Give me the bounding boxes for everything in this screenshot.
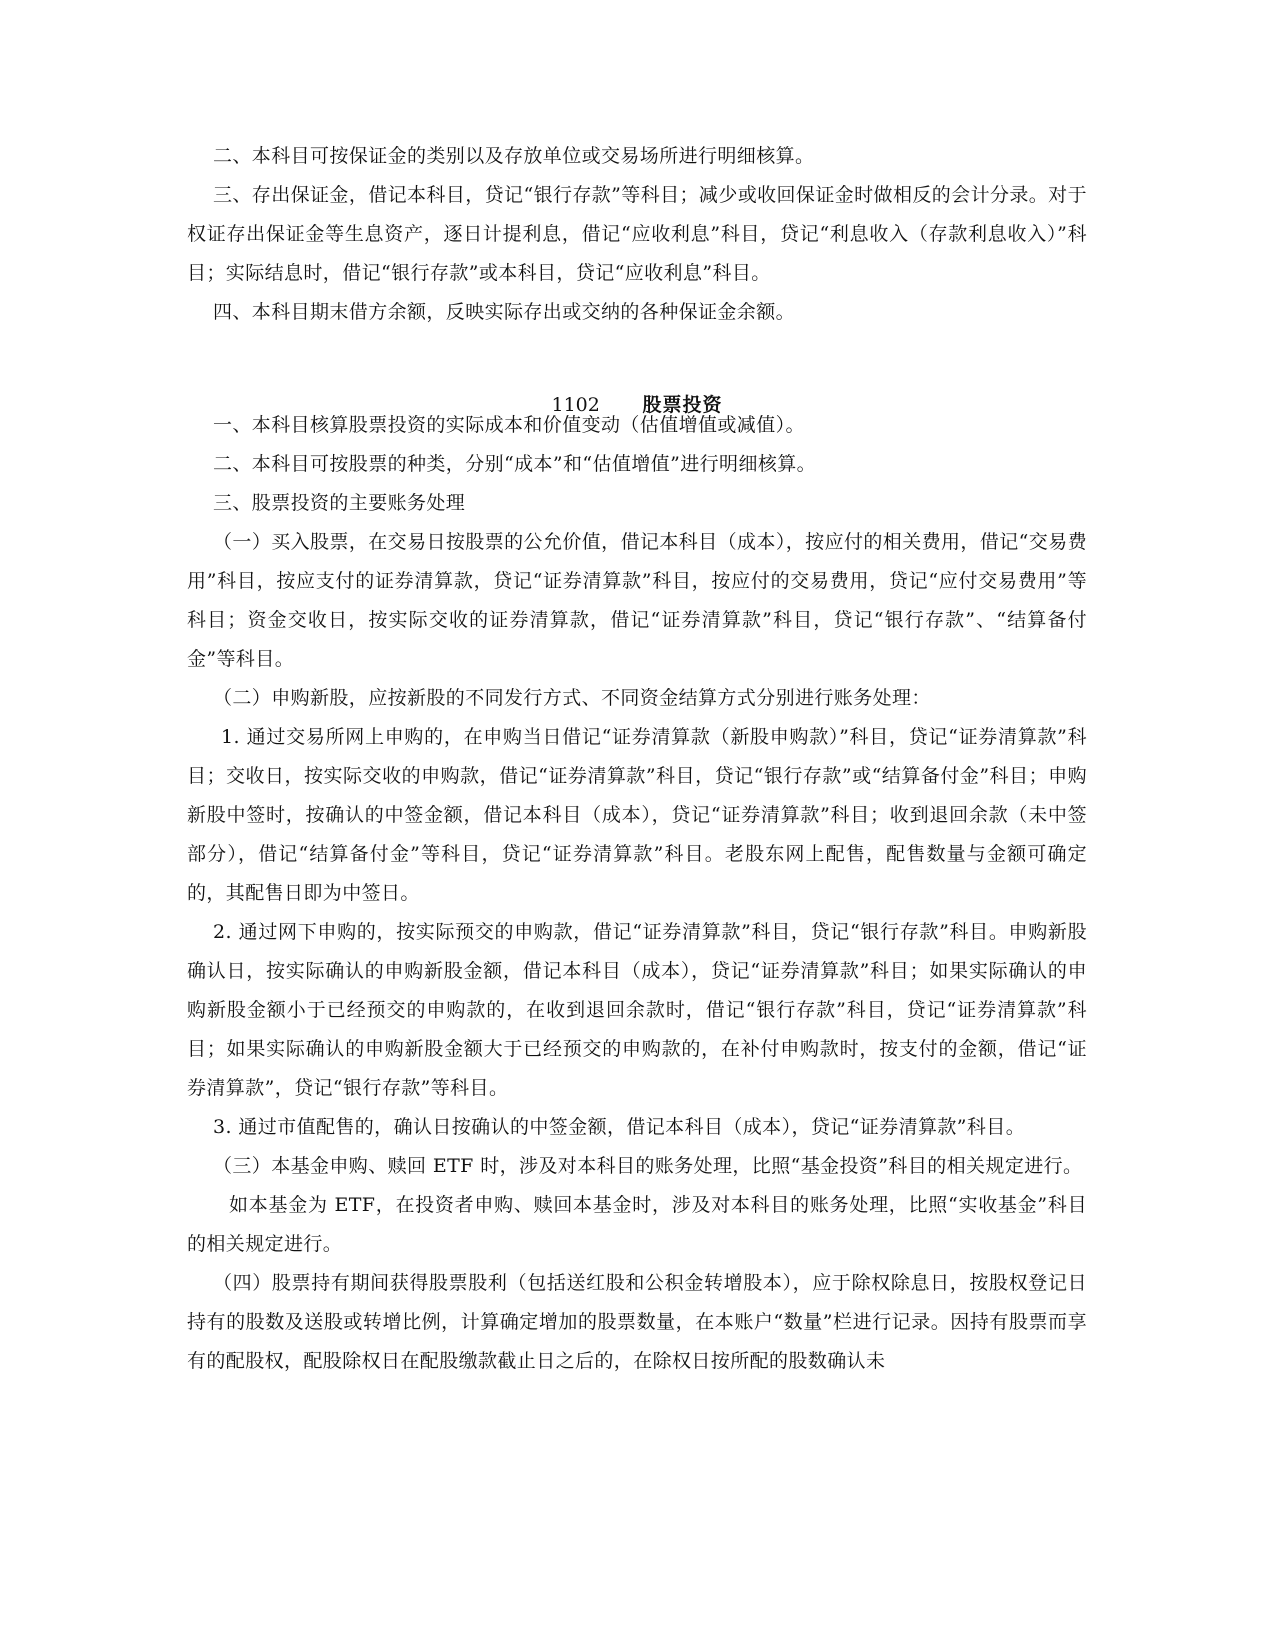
paragraph-detail-accounting: 二、本科目可按保证金的类别以及存放单位或交易场所进行明细核算。 [213, 145, 815, 167]
paragraph-etf-fund: 如本基金为 ETF，在投资者申购、赎回本基金时，涉及对本科目的账务处理，比照“实收基金”科目的相关规定进行。 [187, 1194, 1087, 1255]
paragraph-scope: 一、本科目核算股票投资的实际成本和价值变动（估值增值或减值）。 [213, 414, 805, 436]
paragraph-buying-stock: （一）买入股票，在交易日按股票的公允价值，借记本科目（成本），按应付的相关费用，借记“交易费用”科目，按应支付的证券清算款，贷记“证券清算款”科目，按应付的交易费用，贷记“应付交易费用”等科目；资金交收日，按实际交收的证券清算款，借记“证券清算款”科目，贷记“银行存款”、“结算备付金”等科目。 [187, 531, 1087, 670]
paragraph-offline-subscription: 2. 通过网下申购的，按实际预交的申购款，借记“证券清算款”科目，贷记“银行存款”科目。申购新股确认日，按实际确认的申购新股金额，借记本科目（成本），贷记“证券清算款”科目；如果实际确认的申购新股金额小于已经预交的申购款的，在收到退回余款时，借记“银行存款”科目，贷记“证券清算款”科目；如果实际确认的申购新股金额大于已经预交的申购款的，在补付申购款时，按支付的金额，借记“证券清算款”，贷记“银行存款”等科目。 [187, 921, 1087, 1099]
account-name: 股票投资 [642, 394, 723, 416]
paragraph-online-subscription: 1. 通过交易所网上申购的，在申购当日借记“证券清算款（新股申购款）”科目，贷记“证券清算款”科目；交收日，按实际交收的申购款，借记“证券清算款”科目，贷记“银行存款”或“结算备付金”科目；申购新股中签时，按确认的中签金额，借记本科目（成本），贷记“证券清算款”科目；收到退回余款（未中签部分），借记“结算备付金”等科目，贷记“证券清算款”科目。老股东网上配售，配售数量与金额可确定的，其配售日即为中签日。 [187, 726, 1087, 904]
paragraph-market-value-placement: 3. 通过市值配售的，确认日按确认的中签金额，借记本科目（成本），贷记“证券清算款”科目。 [213, 1116, 1026, 1138]
stock-investment-section [187, 406, 1087, 1381]
paragraph-deposit-entries: 三、存出保证金，借记本科目，贷记“银行存款”等科目；减少或收回保证金时做相反的会计分录。对于权证存出保证金等生息资产，逐日计提利息，借记“应收利息”科目，贷记“利息收入（存款利息收入）”科目；实际结息时，借记“银行存款”或本科目，贷记“应收利息”科目。 [187, 184, 1087, 284]
paragraph-new-share-subscription: （二）申购新股，应按新股的不同发行方式、不同资金结算方式分别进行账务处理： [213, 687, 931, 709]
paragraph-etf-subscription: （三）本基金申购、赎回 ETF 时，涉及对本科目的账务处理，比照“基金投资”科目的相关规定进行。 [213, 1155, 1083, 1177]
paragraph-detail-categories: 二、本科目可按股票的种类，分别“成本”和“估值增值”进行明细核算。 [213, 453, 817, 475]
account-code: 1102 [551, 394, 600, 416]
paragraph-stock-dividends: （四）股票持有期间获得股票股利（包括送红股和公积金转增股本），应于除权除息日，按股权登记日持有的股数及送股或转增比例，计算确定增加的股票数量，在本账户“数量”栏进行记录。因持有股票而享有的配股权，配股除权日在配股缴款截止日之后的，在除权日按所配的股数确认未 [187, 1272, 1087, 1372]
paragraph-main-treatment: 三、股票投资的主要账务处理 [213, 492, 466, 514]
paragraph-ending-balance: 四、本科目期末借方余额，反映实际存出或交纳的各种保证金余额。 [213, 301, 796, 323]
margin-deposit-section [187, 137, 1087, 332]
